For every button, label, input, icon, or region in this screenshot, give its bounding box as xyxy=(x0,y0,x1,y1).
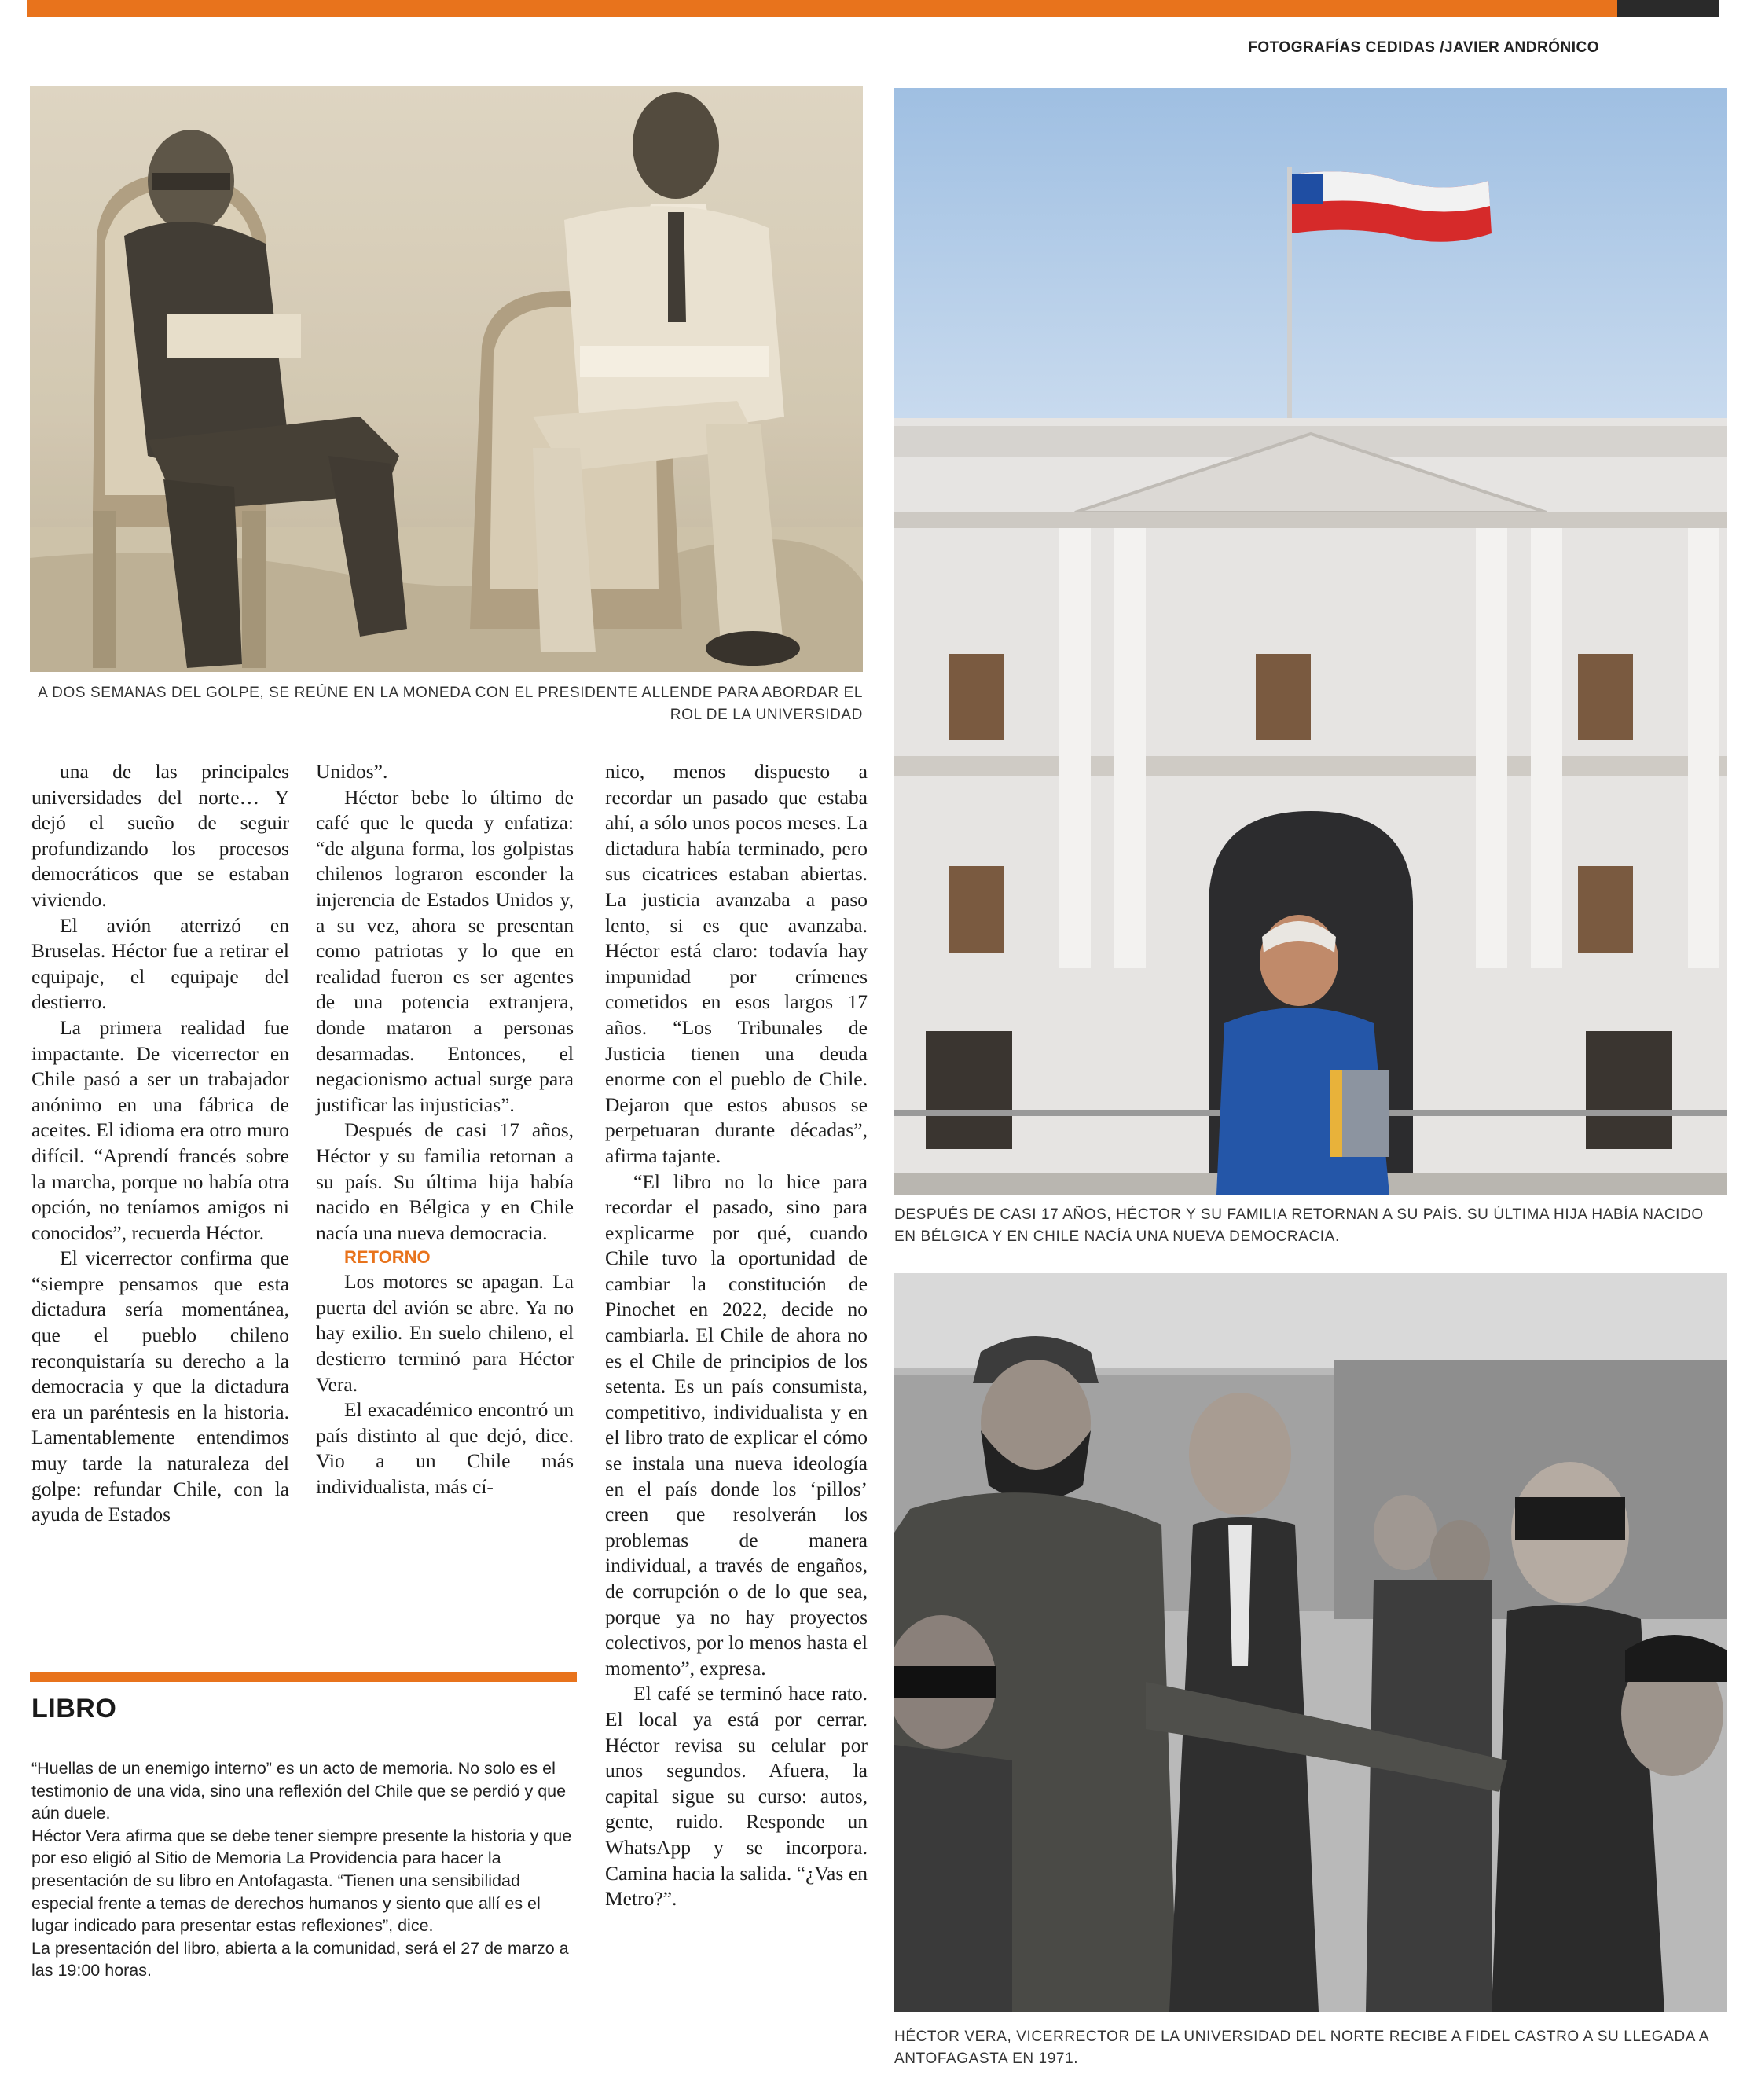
col1-paragraph: El avión aterrizó en Bruselas. Héctor fue a retirar el equipaje, el equipaje del destierro. xyxy=(31,913,289,1014)
col2-paragraph: Héctor bebe lo último de café que le queda y enfatiza: “de alguna forma, los golpistas chilenos lograron esconder la injerencia de Estados Unidos y, a su vez, ahora se presentan como patriotas y lo que en realidad fueron es ser agentes de una potencia extranjera, donde mataron a personas desarmadas. Entonces, el negacionismo actual surge para justificar las injusticias”. xyxy=(316,785,574,1116)
libro-paragraph: “Huellas de un enemigo interno” es un acto de memoria. No solo es el testimonio de una vida, sino una reflexión del Chile que se perdió y que aún duele. xyxy=(31,1759,567,1823)
libro-paragraph: Héctor Vera afirma que se debe tener siempre presente la historia y que por eso eligió al Sitio de Memoria La Providencia para hacer la presentación de su libro en Antofagasta. “Tienen una sensibilidad especial frente a temas de derechos humanos y siento que allí es el lugar indicado para presentar estas reflexiones”, dice. xyxy=(31,1826,572,1936)
caption-castro: HÉCTOR VERA, VICERRECTOR DE LA UNIVERSIDAD DEL NORTE RECIBE A FIDEL CASTRO A SU LLEGADA A ANTOFAGASTA EN 1971. xyxy=(894,2028,1709,2067)
col1-paragraph: El vicerrector confirma que “siempre pensamos que esta dictadura sería momentánea, que el pueblo chileno reconquistaría su derecho a la democracia y que la dictadura era un paréntesis en la historia. Lamentablemente entendimos muy tarde la naturaleza del golpe: refundar Chile, con la ayuda de Estados xyxy=(31,1246,289,1526)
photo-castro xyxy=(894,1273,1727,2012)
col3-paragraph: El café se terminó hace rato. El local ya está por cerrar. Héctor revisa su celular por unos segundos. Afuera, la capital sigue su curso: autos, gente, ruido. Responde un WhatsApp y se incorpora. Camina hacia la salida. “¿Vas en Metro?”. xyxy=(605,1682,868,1911)
col2-paragraph: Después de casi 17 años, Héctor y su familia retornan a su país. Su última hija había nacido en Bélgica y en Chile nacía una nueva democracia. xyxy=(316,1118,574,1244)
col3-paragraph: “El libro no lo hice para recordar el pasado, sino para explicarme por qué, cuando Chile tuvo la oportunidad de cambiar la constitución de Pinochet en 2022, decide no cambiarla. El Chile de ahora no es el Chile de principios de los setenta. Es un país consumista, competitivo, individualista y en el libro trato de explicar el cómo se instala una nueva ideología en el país donde los ‘pillos’ creen que resolverán los problemas de manera individual, a través de engaños, de corrupción o de lo que sea, porque ya no hay proyectos colectivos, por lo menos hasta el momento”, expresa. xyxy=(605,1169,868,1680)
libro-body xyxy=(31,1757,574,1982)
article-column-1 xyxy=(31,759,289,1528)
col2-paragraph: Los motores se apagan. La puerta del avión se abre. Ya no hay exilio. En suelo chileno, el destierro terminó para Héctor Vera. xyxy=(316,1270,574,1396)
section-heading-retorno: RETORNO xyxy=(344,1247,431,1268)
libro-paragraph: La presentación del libro, abierta a la comunidad, será el 27 de marzo a las 19:00 horas. xyxy=(31,1938,569,1981)
photo-moneda-image xyxy=(894,88,1727,1195)
caption-moneda: DESPUÉS DE CASI 17 AÑOS, HÉCTOR Y SU FAMILIA RETORNAN A SU PAÍS. SU ÚLTIMA HIJA HABÍA NACIDO EN BÉLGICA Y EN CHILE NACÍA UNA NUEVA DEMOCRACIA. xyxy=(894,1206,1704,1245)
article-column-3 xyxy=(605,759,868,1912)
col3-paragraph: nico, menos dispuesto a recordar un pasado que estaba ahí, a sólo unos pocos meses. La dictadura había terminado, pero sus cicatrices estaban abiertas. La justicia avanzaba a paso lento, si es que avanzaba. Héctor está claro: todavía hay impunidad por crímenes cometidos en esos largos 17 años. “Los Tribunales de Justicia tienen una deuda enorme con el pueblo de Chile. Dejaron que estos abusos se perpetuaran durante décadas”, afirma tajante. xyxy=(605,760,868,1167)
libro-accent-rule xyxy=(30,1672,577,1682)
article-column-2 xyxy=(316,759,574,1500)
col2-paragraph: El exacadémico encontró un país distinto al que dejó, dice. Vio a un Chile más individualista, más cí- xyxy=(316,1398,574,1499)
photo-credit: FOTOGRAFÍAS CEDIDAS /JAVIER ANDRÓNICO xyxy=(1248,39,1599,56)
caption-allende: A DOS SEMANAS DEL GOLPE, SE REÚNE EN LA MONEDA CON EL PRESIDENTE ALLENDE PARA ABORDAR EL ROL DE LA UNIVERSIDAD xyxy=(38,685,863,723)
photo-moneda xyxy=(894,88,1727,1195)
libro-title: LIBRO xyxy=(31,1694,117,1724)
photo-castro-image xyxy=(894,1273,1727,2012)
top-accent-bar xyxy=(27,0,1617,17)
top-dark-tab xyxy=(1617,0,1719,17)
col2-paragraph: Unidos”. xyxy=(316,760,388,783)
photo-allende-image xyxy=(30,86,863,672)
col1-paragraph: una de las principales universidades del norte… Y dejó el sueño de seguir profundizando los procesos democráticos que se estaban viviendo. xyxy=(31,760,289,911)
col1-paragraph: La primera realidad fue impactante. De vicerrector en Chile pasó a ser un trabajador anónimo en una fábrica de aceites. El idioma era otro muro difícil. “Aprendí francés sobre la marcha, porque no había otra opción, no teníamos amigos ni conocidos”, recuerda Héctor. xyxy=(31,1015,289,1244)
photo-allende xyxy=(30,86,863,672)
